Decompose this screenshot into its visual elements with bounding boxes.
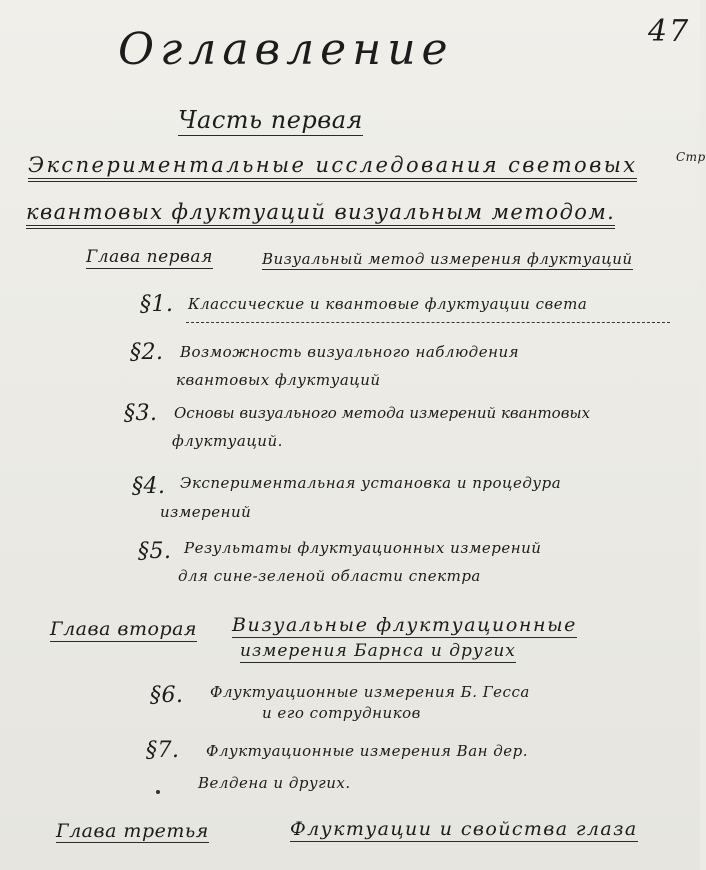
section-4-line2: измерений bbox=[160, 503, 252, 521]
section-1-line1: Классические и квантовые флуктуации света bbox=[188, 295, 588, 313]
margin-note: Стр bbox=[676, 150, 706, 164]
section-7-number: §7. bbox=[146, 738, 180, 763]
page-title: Оглавление bbox=[118, 24, 454, 75]
section-6-line1: Флуктуационные измерения Б. Гесса bbox=[210, 683, 530, 701]
chapter-3-label: Глава третья bbox=[56, 820, 209, 842]
ink-dot bbox=[156, 790, 160, 794]
part-heading: Часть первая bbox=[178, 106, 363, 134]
section-1-number: §1. bbox=[140, 292, 174, 317]
page-number: 47 bbox=[648, 14, 691, 49]
chapter-2-title-line2: измерения Барнса и других bbox=[240, 641, 516, 661]
section-3-line1: Основы визуального метода измерений квантовых bbox=[174, 404, 591, 422]
part-title-line1: Экспериментальные исследования световых bbox=[28, 153, 637, 182]
section-7-line2: Велдена и других. bbox=[198, 774, 351, 792]
section-2-line1: Возможность визуального наблюдения bbox=[180, 343, 520, 361]
section-2-number: §2. bbox=[130, 340, 164, 365]
section-3-line2: флуктуаций. bbox=[172, 432, 283, 450]
part-title-line2: квантовых флуктуаций визуальным методом. bbox=[26, 200, 615, 229]
section-5-line1: Результаты флуктуационных измерений bbox=[184, 539, 542, 557]
section-5-line2: для сине-зеленой области спектра bbox=[178, 567, 481, 585]
section-6-number: §6. bbox=[150, 683, 184, 708]
section-4-line1: Экспериментальная установка и процедура bbox=[180, 474, 562, 492]
chapter-1-label: Глава первая bbox=[86, 247, 213, 267]
section-7-line1: Флуктуационные измерения Ван дер. bbox=[206, 742, 529, 760]
chapter-2-title-line1: Визуальные флуктуационные bbox=[232, 614, 578, 636]
section-6-line2: и его сотрудников bbox=[262, 704, 421, 722]
chapter-3-title: Флуктуации и свойства глаза bbox=[290, 818, 638, 840]
chapter-1-title: Визуальный метод измерения флуктуаций bbox=[262, 250, 633, 268]
section-3-number: §3. bbox=[124, 401, 158, 426]
section-5-number: §5. bbox=[138, 539, 172, 564]
section-4-number: §4. bbox=[132, 474, 166, 499]
section-2-line2: квантовых флуктуаций bbox=[176, 371, 381, 389]
chapter-2-label: Глава вторая bbox=[50, 618, 198, 640]
section-1-underline bbox=[186, 322, 670, 323]
